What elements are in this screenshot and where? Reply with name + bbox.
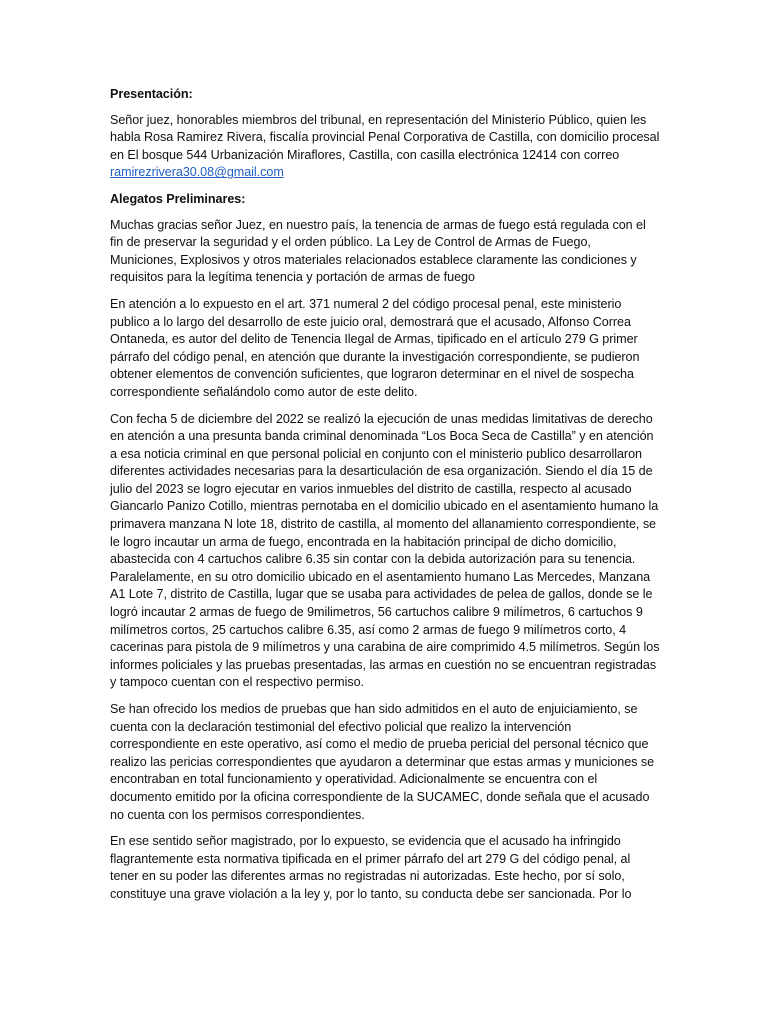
paragraph-intro: Muchas gracias señor Juez, en nuestro país, la tenencia de armas de fuego está regulada con el fin de preservar la seguridad y el orden público. La Ley de Control de Armas de Fuego, Municiones, Explosivos y otros materiales relacionados establece claramente las condiciones y requisitos para la legítima tenencia y portación de armas de fuego [110,217,646,285]
presentacion-text: Señor juez, honorables miembros del tribunal, en representación del Ministerio Público, quien les habla Rosa Ramirez Rivera, fiscalía provincial Penal Corporativa de Castilla, con domicilio procesal en El bosque 544 Urbanización Miraflores, Castilla, con casilla electrónica 12414 con correo [110,112,660,162]
paragraph-atencion: En atención a lo expuesto en el art. 371 numeral 2 del código procesal penal, este ministerio publico a lo largo del desarrollo de este juicio oral, demostrará que el acusado, Alfonso Correa Ontaneda, es autor del delito de Tenencia Ilegal de Armas, tipificado en el artículo 279 G primer párrafo del código penal, en atención que durante la investigación correspondiente, se pudieron obtener elementos de convención suficientes, que lograron determinar en el nivel de sospecha correspondiente señalándolo como autor de este delito. [110,296,640,399]
document-page [110,86,660,913]
heading-presentacion: Presentación: [110,87,193,101]
presentacion-paragraph [110,112,660,182]
paragraph-hechos: Con fecha 5 de diciembre del 2022 se realizó la ejecución de unas medidas limitativas de derecho en atención a una presunta banda criminal denominada “Los Boca Seca de Castilla” y en atención a esa noticia criminal en que personal policial en conjunto con el ministerio publico desarrollaron diferentes actividades necesarias para la desarticulación de esa organización. Siendo el día 15 de julio del 2023 se logro ejecutar en varios inmuebles del distrito de castilla, respecto al acusado Giancarlo Panizo Cotillo, mientras pernotaba en el domicilio ubicado en el asentamiento humano la primavera manzana N lote 18, distrito de castilla, al momento del allanamiento correspondiente, se le logro incautar un arma de fuego, encontrada en la habitación principal de dicho domicilio, abastecida con 4 cartuchos calibre 6.35 sin contar con la debida autorización para su tenencia. Paralelamente, en su otro domicilio ubicado en el asentamiento humano Las Mercedes, Manzana A1 Lote 7, distrito de Castilla, lugar que se usaba para actividades de pelea de gallos, donde se le logró incautar 2 armas de fuego de 9milimetros, 56 cartuchos calibre 9 milímetros, 6 cartuchos 9 milímetros cortos, 25 cartuchos calibre 6.35, así como 2 armas de fuego 9 milímetros corto, 4 cacerinas para pistola de 9 milímetros y una carabina de aire comprimido 4.5 milímetros. Según los informes policiales y las pruebas presentadas, las armas en cuestión no se encuentran registradas y tampoco cuentan con el respectivo permiso. [110,411,660,690]
heading-alegatos: Alegatos Preliminares: [110,191,246,206]
paragraph-pruebas: Se han ofrecido los medios de pruebas que han sido admitidos en el auto de enjuiciamiento, se cuenta con la declaración testimonial del efectivo policial que realizo la intervención correspondiente en este operativo, así como el medio de prueba pericial del personal técnico que realizo las pericias correspondientes que ayudaron a determinar que estas armas y municiones se encontraban en total funcionamiento y operatividad. Adicionalmente se encuentra con el documento emitido por la oficina correspondiente de la SUCAMEC, donde señala que el acusado no cuenta con los permisos correspondientes. [110,702,655,822]
email-link[interactable]: ramirezrivera30.08@gmail.com [110,165,284,180]
paragraph-conclusion: En ese sentido señor magistrado, por lo expuesto, se evidencia que el acusado ha infringido flagrantemente esta normativa tipificada en el primer párrafo del art 279 G del código penal, al tener en su poder las diferentes armas no registradas ni autorizadas. Este hecho, por sí solo, constituye una grave violación a la ley y, por lo tanto, su conducta debe ser sancionada. Por lo [110,834,632,901]
